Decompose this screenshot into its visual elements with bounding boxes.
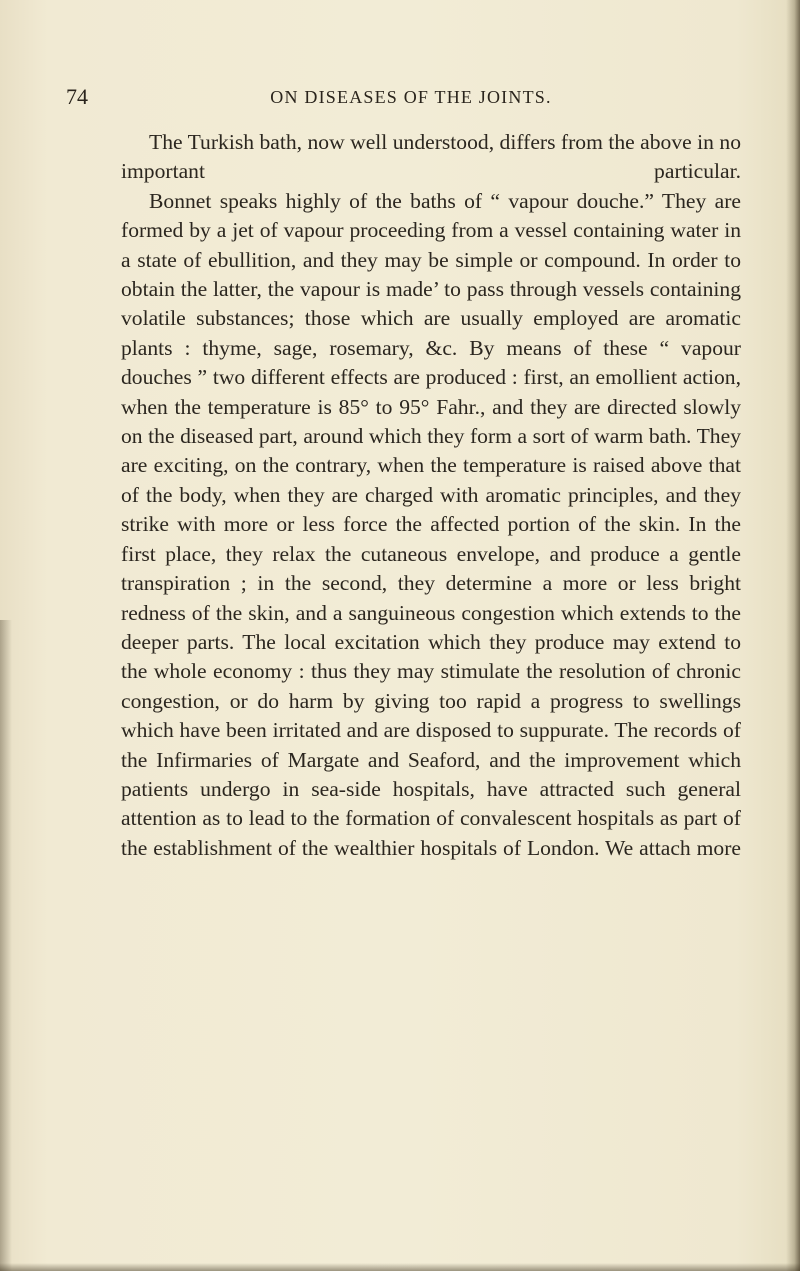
page-bottom-edge [0,1263,800,1271]
paragraph: The Turkish bath, now well understood, differs from the above in no important particular. [121,130,741,184]
page-header [66,84,756,114]
page-edge-shadow [786,0,800,1271]
body-text [121,128,741,863]
page-number: 74 [66,84,88,109]
page-gutter-shadow [0,620,12,1271]
paragraph: Bonnet speaks highly of the baths of “ vapour douche.” They are formed by a jet of vapour proceeding from a vessel containing water in a state of ebullition, and they may be simple or compound. In order to obtain the latter, the vapour is made’ to pass through vessels containing volatile substances; those which are usually employed are aromatic plants : thyme, sage, rosemary, &c. By means of these “ vapour douches ” two different effects are produced : first, an emollient action, when the temperature is 85° to 95° Fahr., and they are directed slowly on the diseased part, around which they form a sort of warm bath. They are exciting, on the contrary, when the temperature is raised above that of the body, when they are charged with aromatic principles, and they strike with more or less force the affected portion of the skin. In the first place, they relax the cutaneous envelope, and produce a gentle transpiration ; in the second, they determine a more or less bright redness of the skin, and a sanguineous congestion which extends to the deeper parts. The local excitation which they produce may extend to the whole economy : thus they may stimulate the resolution of chronic congestion, or do harm by giving too rapid a progress to swellings which have been irritated and are disposed to suppurate. The records of the Infirmaries of Margate and Seaford, and the improvement which patients undergo in sea-side hospitals, have attracted such general attention as to lead to the formation of convalescent hospitals as part of the establishment of the wealthier hospitals of London. We attach more [121,188,741,860]
running-head: ON DISEASES OF THE JOINTS. [270,87,552,107]
